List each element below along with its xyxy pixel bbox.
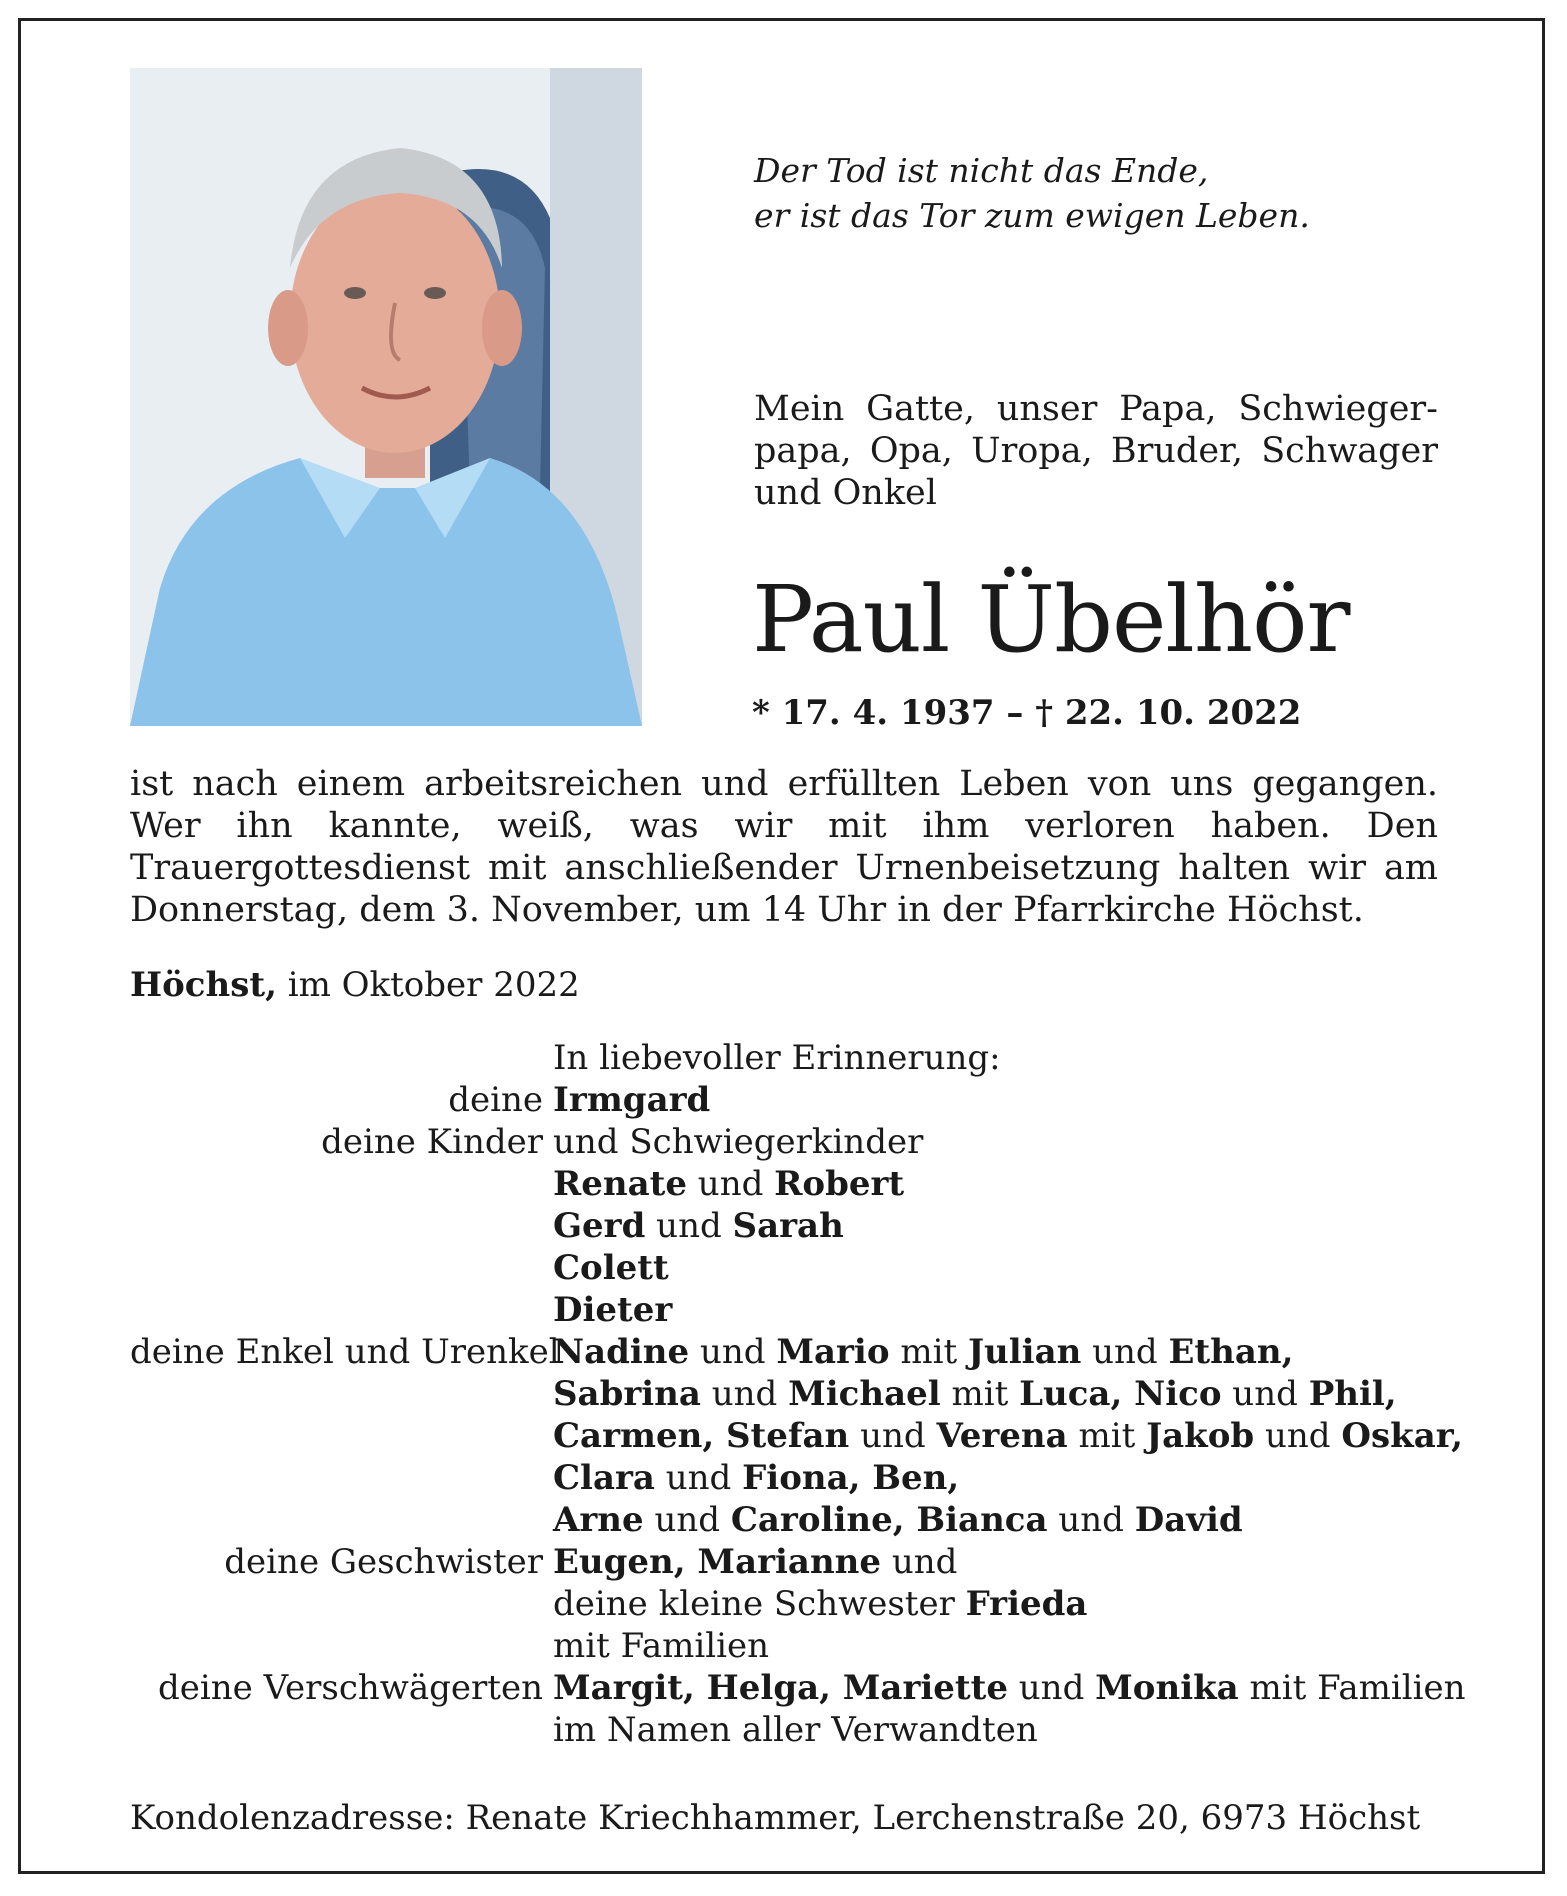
family-connector: und [1047, 1500, 1135, 1540]
family-row [130, 1331, 1450, 1373]
family-row [130, 1709, 1450, 1751]
quote [754, 148, 1310, 238]
family-name: Jakob [1146, 1416, 1255, 1456]
family-row [130, 1583, 1450, 1625]
family-names [553, 1331, 1293, 1373]
family-relation: deine Verschwägerten [158, 1668, 543, 1708]
quote-line-1: Der Tod ist nicht das Ende, [754, 151, 1209, 190]
family-names [553, 1373, 1397, 1415]
family-row [130, 1457, 1450, 1499]
family-names [553, 1289, 672, 1331]
family-connector: mit [940, 1374, 1020, 1414]
family-row [130, 1205, 1450, 1247]
family-connector: und [645, 1206, 733, 1246]
family-name: Michael [788, 1374, 941, 1414]
family-relation [130, 1247, 553, 1289]
family-relation [130, 1583, 553, 1625]
family-row [130, 1499, 1450, 1541]
family-names [553, 1163, 904, 1205]
family-row [130, 1541, 1450, 1583]
family-row [130, 1121, 1450, 1163]
family-connector: und [849, 1416, 937, 1456]
family-name: Oskar, [1341, 1416, 1464, 1456]
family-names [553, 1541, 957, 1583]
family-header-row [130, 1037, 1450, 1079]
place-town: Höchst, [130, 965, 277, 1005]
family-connector: und [881, 1542, 958, 1582]
family-relation [130, 1205, 553, 1247]
family-relation: deine Kinder [321, 1122, 543, 1162]
family-connector: und [1221, 1374, 1309, 1414]
family-name: Fiona, Ben, [742, 1458, 960, 1498]
family-connector: mit [1067, 1416, 1147, 1456]
family-name: Julian [967, 1332, 1082, 1372]
family-name: Dieter [553, 1290, 673, 1330]
family-name: Frieda [965, 1584, 1088, 1624]
family-name: Gerd [553, 1206, 646, 1246]
family-connector: und [654, 1458, 743, 1498]
family-relation [130, 1709, 553, 1751]
family-relation [130, 1457, 553, 1499]
family-name: Irmgard [553, 1080, 711, 1120]
family-names [553, 1415, 1463, 1457]
family-names [553, 1499, 1243, 1541]
family-names [553, 1457, 959, 1499]
family-names [553, 1583, 1087, 1625]
place-date [130, 965, 580, 1005]
family-relation [130, 1499, 553, 1541]
family-connector: und [700, 1374, 789, 1414]
family-relation [130, 1289, 553, 1331]
family-connector: und [686, 1164, 775, 1204]
family-relation [130, 1415, 553, 1457]
intro-text: Mein Gatte, unser Papa, Schwieger-papa, Opa, Uropa, Bruder, Schwager und Onkel [754, 389, 1438, 513]
family-name: Ethan, [1168, 1332, 1294, 1372]
family-header: In liebevoller Erinnerung: [553, 1038, 1001, 1078]
family-relation: deine Geschwister [224, 1542, 543, 1582]
family-name: Colett [553, 1248, 669, 1288]
family-name: Sabrina [553, 1374, 701, 1414]
family-connector: mit [889, 1332, 968, 1372]
family-name: Clara [553, 1458, 655, 1498]
family-names [553, 1709, 1038, 1751]
family-name: Robert [774, 1164, 905, 1204]
family-connector: und [643, 1500, 731, 1540]
family-names [553, 1079, 710, 1121]
deceased-name: Paul Übelhör [752, 566, 1350, 673]
family-names [553, 1205, 844, 1247]
family-relation [130, 1163, 553, 1205]
family-name: Caroline, Bianca [730, 1500, 1048, 1540]
family-connector: deine kleine Schwester [553, 1584, 966, 1624]
family-relation [130, 1625, 553, 1667]
family-connector: mit Familien [1238, 1668, 1466, 1708]
family-row [130, 1373, 1450, 1415]
family-row [130, 1163, 1450, 1205]
family-relation: deine [448, 1080, 543, 1120]
family-row [130, 1625, 1450, 1667]
family-connector: und [1007, 1668, 1096, 1708]
place-date-text: im Oktober 2022 [287, 965, 580, 1005]
family-name: Arne [553, 1500, 644, 1540]
announcement-body: ist nach einem arbeitsreichen und erfüllten Leben von uns gegangen. Wer ihn kannte, weiß, was wir mit ihm verloren haben. Den Trauergottesdienst mit anschließender Urnenbeisetzung halten wir am Donnerstag, dem 3. November, um 14 Uhr in der Pfarrkirche Höchst. [130, 764, 1438, 930]
family-name: Luca, Nico [1019, 1374, 1222, 1414]
family-connector: mit Familien [553, 1626, 770, 1666]
family-names [553, 1247, 669, 1289]
family-name: Sarah [732, 1206, 844, 1246]
family-name: Margit, Helga, Mariette [553, 1668, 1008, 1708]
family-row [130, 1079, 1450, 1121]
family-name: Carmen, Stefan [553, 1416, 850, 1456]
family-name: Renate [553, 1164, 687, 1204]
family-row [130, 1667, 1466, 1709]
family-names [553, 1667, 1466, 1709]
family-row [130, 1289, 1450, 1331]
family-connector: und [1081, 1332, 1169, 1372]
family-name: Mario [776, 1332, 890, 1372]
family-names [553, 1625, 769, 1667]
family-name: Nadine [553, 1332, 690, 1372]
family-relation [130, 1373, 553, 1415]
portrait-photo [130, 68, 642, 726]
family-name: David [1134, 1500, 1243, 1540]
family-name: Eugen, Marianne [553, 1542, 882, 1582]
family-row [130, 1415, 1464, 1457]
life-dates: * 17. 4. 1937 – † 22. 10. 2022 [752, 693, 1302, 733]
family-connector: und [1254, 1416, 1342, 1456]
family-connector: im Namen aller Verwandten [553, 1710, 1038, 1750]
condolence-address: Kondolenzadresse: Renate Kriechhammer, Lerchenstraße 20, 6973 Höchst [130, 1798, 1421, 1838]
family-connector: und Schwiegerkinder [553, 1122, 924, 1162]
family-list [130, 1037, 1466, 1751]
family-name: Verena [936, 1416, 1068, 1456]
family-name: Phil, [1308, 1374, 1397, 1414]
quote-line-2: er ist das Tor zum ewigen Leben. [754, 196, 1310, 235]
family-names [553, 1121, 923, 1163]
family-connector: und [689, 1332, 777, 1372]
family-name: Monika [1095, 1668, 1239, 1708]
family-relation: deine Enkel und Urenkel [130, 1332, 560, 1372]
family-row [130, 1247, 1450, 1289]
